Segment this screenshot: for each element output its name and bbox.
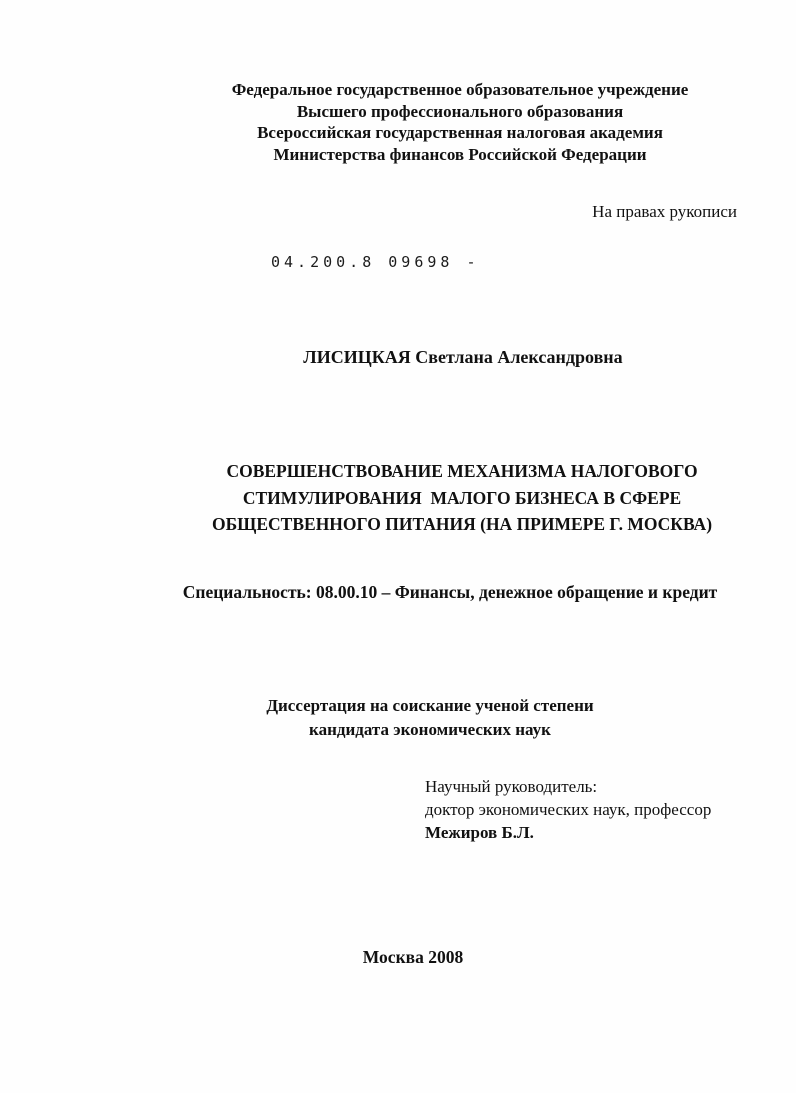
stamp-number: 04.200.8 09698 - [271,253,480,271]
manuscript-rights-note: На правах рукописи [592,202,737,221]
degree-statement-line: Диссертация на соискание ученой степени [266,696,594,715]
institution-line: Министерства финансов Российской Федерации [273,144,647,164]
degree-statement [64,694,796,741]
title-line: СТИМУЛИРОВАНИЯ МАЛОГО БИЗНЕСА В СФЕРЕ [242,487,682,508]
city-year: Москва 2008 [362,947,464,967]
institution-line: Федеральное государственное образовательное учреждение [231,80,689,99]
supervisor-degree: доктор экономических наук, профессор [425,800,712,819]
supervisor-name: Межиров Б.Л. [425,823,534,842]
dissertation-title [128,458,796,538]
supervisor-label: Научный руководитель: [425,777,598,796]
institution-line: Всероссийская государственная налоговая академия [257,123,663,142]
degree-statement-line: кандидата экономических наук [309,719,551,739]
specialty-line: Специальность: 08.00.10 – Финансы, денежное обращение и кредит [182,582,718,602]
institution-line: Высшего профессионального образования [296,101,624,121]
title-line: ОБЩЕСТВЕННОГО ПИТАНИЯ (НА ПРИМЕРЕ Г. МОСКВА) [211,514,713,534]
supervisor-block [425,775,711,844]
institution-header [124,79,796,165]
author-name: ЛИСИЦКАЯ Светлана Александровна [303,347,623,367]
title-line: СОВЕРШЕНСТВОВАНИЕ МЕХАНИЗМА НАЛОГОВОГО [226,461,698,481]
